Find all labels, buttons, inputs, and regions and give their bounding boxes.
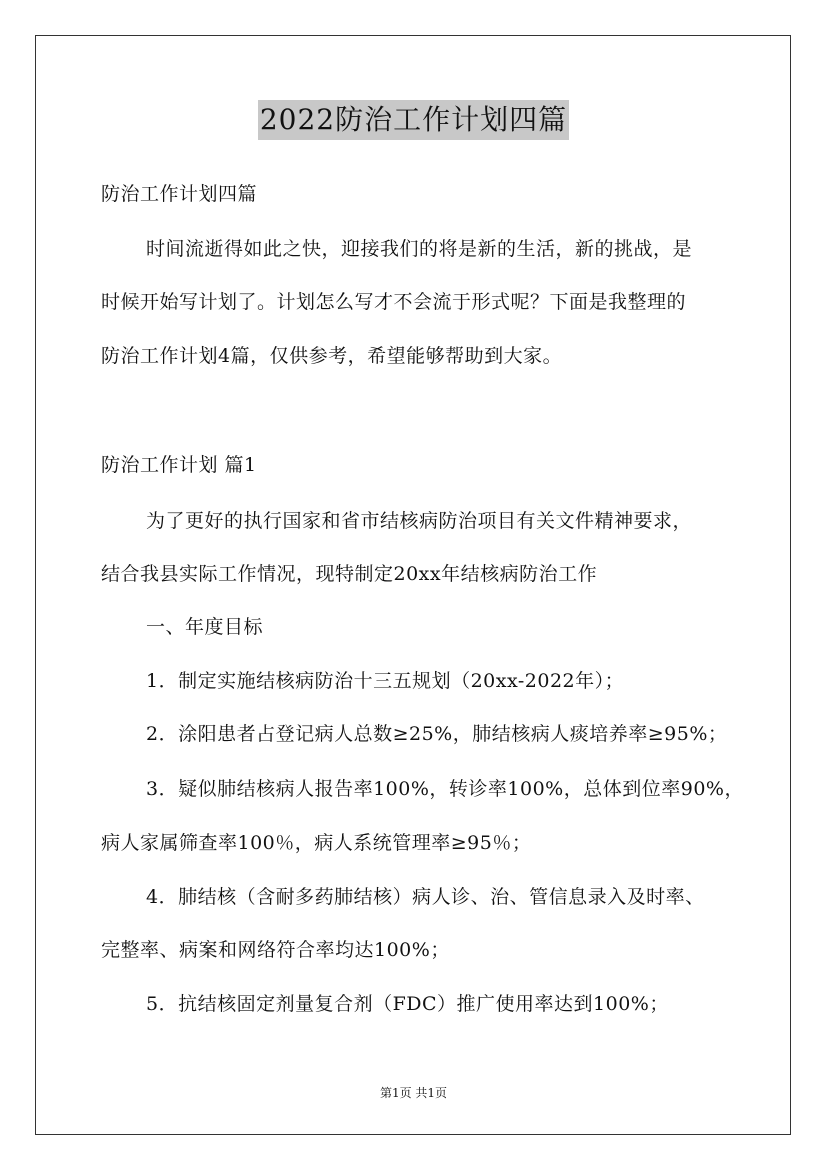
goal-heading: 一、年度目标 — [146, 616, 264, 638]
document-title-wrap — [0, 100, 827, 140]
goal-item-3: 3．疑似肺结核病人报告率100%，转诊率100%，总体到位率90%， — [146, 778, 744, 800]
goal-item-2: 2．涂阳患者占登记病人总数≥25%，肺结核病人痰培养率≥95%； — [146, 723, 728, 745]
subtitle: 防治工作计划四篇 — [101, 183, 258, 205]
goal-item-3-cont: 病人家属筛查率100％，病人系统管理率≥95％； — [101, 832, 532, 854]
page-footer: 第1页 共1页 — [379, 1086, 448, 1100]
section-heading: 防治工作计划 篇1 — [101, 454, 257, 476]
intro-line-1: 时间流逝得如此之快，迎接我们的将是新的生活，新的挑战，是 — [146, 238, 693, 260]
intro-line-3: 防治工作计划4篇，仅供参考，希望能够帮助到大家。 — [101, 345, 563, 367]
goal-item-4: 4．肺结核（含耐多药肺结核）病人诊、治、管信息录入及时率、 — [146, 886, 705, 908]
intro-line-2: 时候开始写计划了。计划怎么写才不会流于形式呢？下面是我整理的 — [101, 291, 687, 313]
goal-item-4-cont: 完整率、病案和网络符合率均达100%； — [101, 939, 450, 961]
goal-item-1: 1．制定实施结核病防治十三五规划（20xx-2022年）； — [146, 670, 625, 692]
body-line-2: 结合我县实际工作情况，现特制定20xx年结核病防治工作 — [101, 563, 598, 585]
body-line-1: 为了更好的执行国家和省市结核病防治项目有关文件精神要求， — [146, 510, 693, 532]
goal-item-5: 5．抗结核固定剂量复合剂（FDC）推广使用率达到100%； — [146, 993, 669, 1015]
document-title: 2022防治工作计划四篇 — [258, 100, 569, 140]
